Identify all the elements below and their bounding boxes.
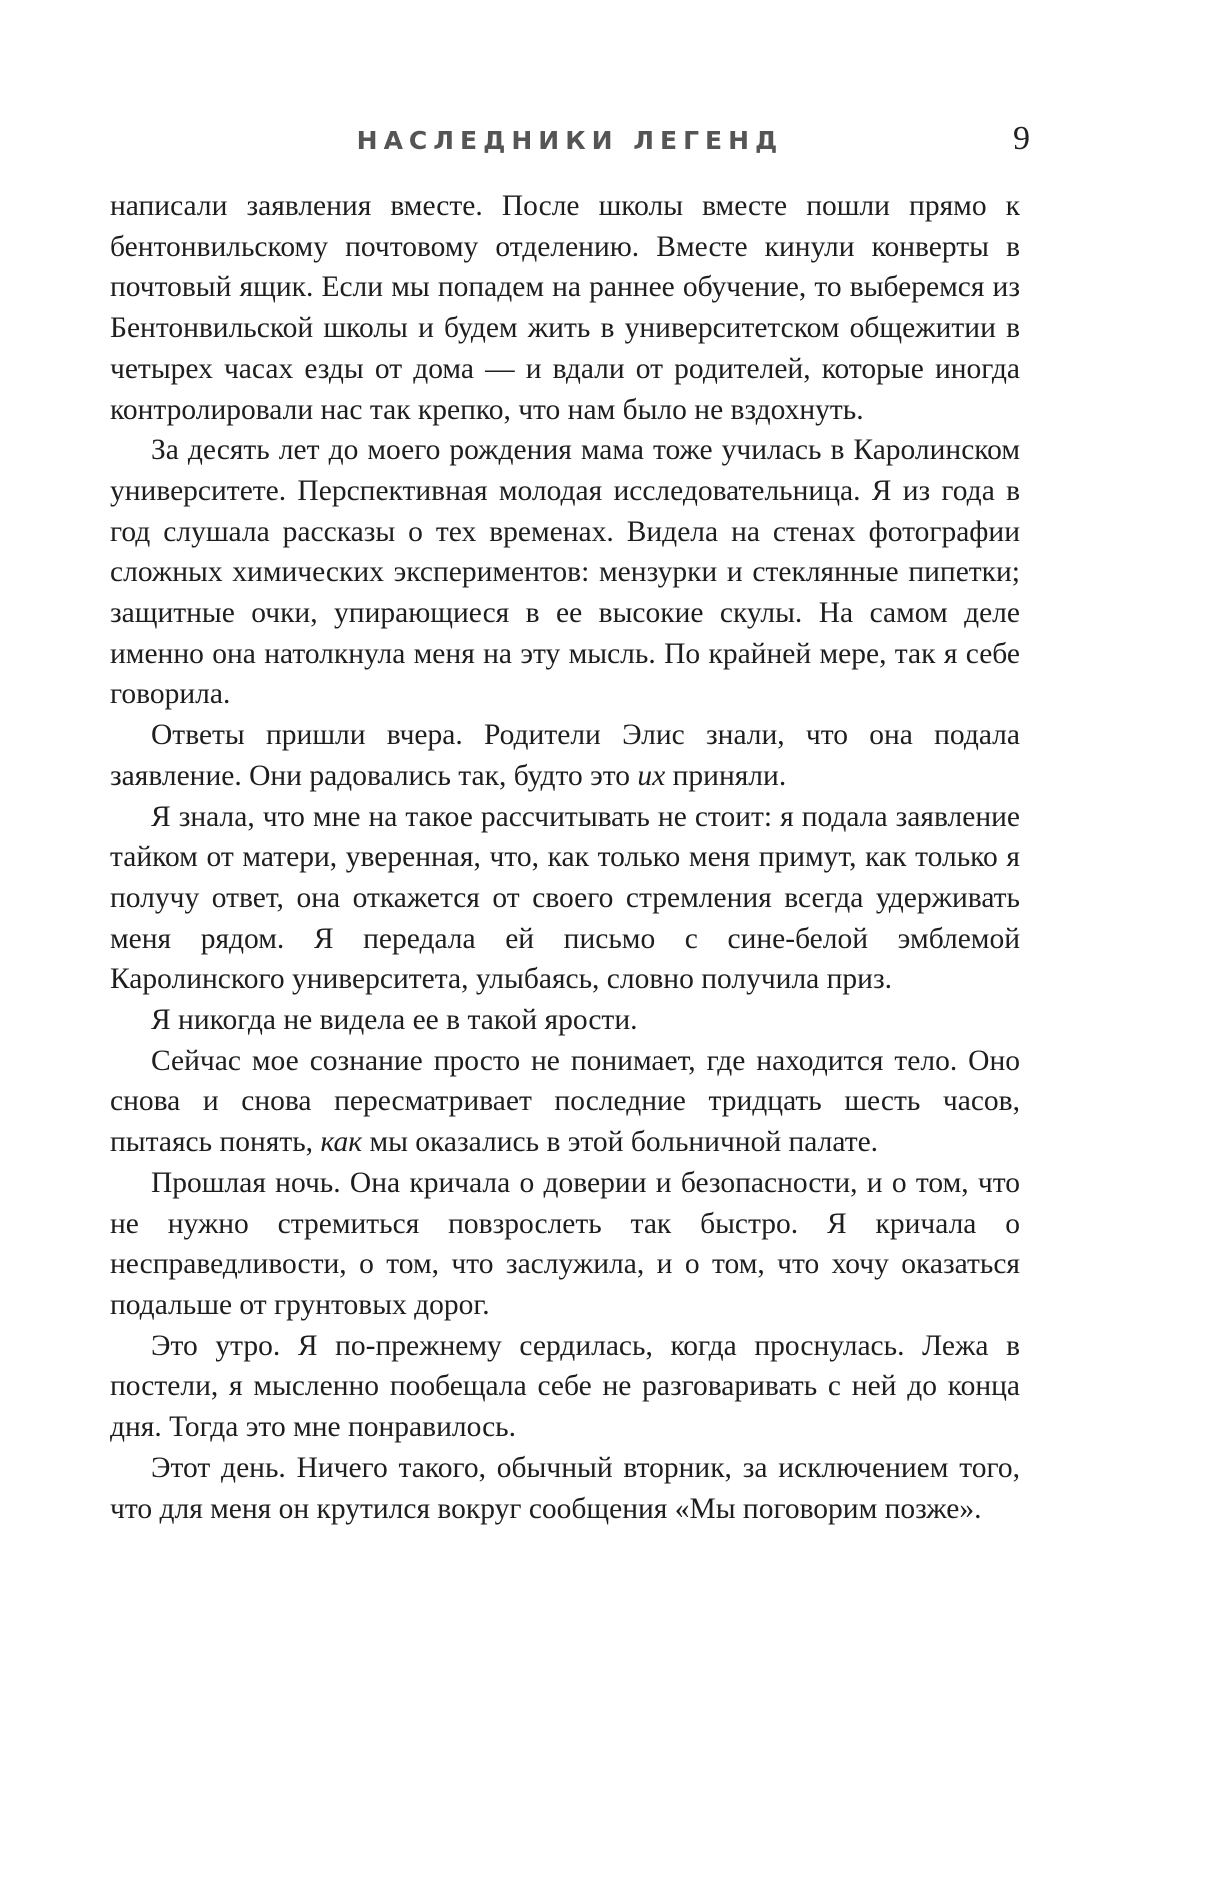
paragraph: Я знала, что мне на такое рассчитывать не стоит: я подала заявление тайком от матери, уверенная, что, как только меня примут, как только я получу ответ, она откажется от своего стремления всегда удерживать меня рядом. Я передала ей письмо с сине-белой эмблемой Каролинского университета, улыбаясь, словно получила приз. [110, 800, 1020, 996]
paragraph-text: Ответы пришли вчера. Родители Элис знали, что она подала заявление. Они радовались так, будто это [110, 719, 1020, 792]
running-title: НАСЛЕДНИКИ ЛЕГЕНД [356, 126, 784, 155]
paragraph [110, 715, 1020, 796]
paragraph [110, 1041, 1020, 1163]
paragraph: написали заявления вместе. После школы вместе пошли прямо к бентонвильскому почтовому отделению. Вместе кинули конверты в почтовый ящик. Если мы попадем на раннее обучение, то выберемся из Бентонвильской школы и будем жить в университетском общежитии в четырех часах езды от дома — и вдали от родителей, которые иногда контролировали нас так крепко, что нам было не вздохнуть. [110, 190, 1020, 426]
paragraph: Я никогда не видела ее в такой ярости. [151, 1004, 638, 1037]
paragraph: Прошлая ночь. Она кричала о доверии и безопасности, и о том, что не нужно стремиться повзрослеть так быстро. Я кричала о несправедливости, о том, что заслужила, и о том, что хочу оказаться подальше от грунтовых дорог. [110, 1166, 1020, 1321]
paragraph-text: приняли. [665, 759, 787, 792]
paragraph: Это утро. Я по-прежнему сердилась, когда проснулась. Лежа в постели, я мысленно пообещала себе не разговаривать с ней до конца дня. Тогда это мне понравилось. [110, 1329, 1020, 1444]
paragraph-text: Сейчас мое сознание просто не понимает, где находится тело. Оно снова и снова пересматривает последние тридцать шесть часов, пытаясь понять, [110, 1044, 1020, 1159]
paragraph: Этот день. Ничего такого, обычный вторник, за исключением того, что для меня он крутился вокруг сообщения «Мы поговорим позже». [110, 1451, 1020, 1525]
page-number: 9 [1013, 120, 1030, 157]
emphasized-word: их [637, 759, 666, 792]
body-text [110, 186, 1020, 1529]
emphasized-word: как [320, 1126, 363, 1159]
running-header [110, 120, 1030, 164]
paragraph: За десять лет до моего рождения мама тоже училась в Каролинском университете. Перспективная молодая исследовательница. Я из года в год слушала рассказы о тех временах. Видела на стенах фотографии сложных химических экспериментов: мензурки и стеклянные пипетки; защитные очки, упирающиеся в ее высокие скулы. На самом деле именно она натолкнула меня на эту мысль. По крайней мере, так я себе говорила. [110, 434, 1020, 711]
paragraph-text: мы оказались в этой больничной палате. [362, 1126, 879, 1159]
